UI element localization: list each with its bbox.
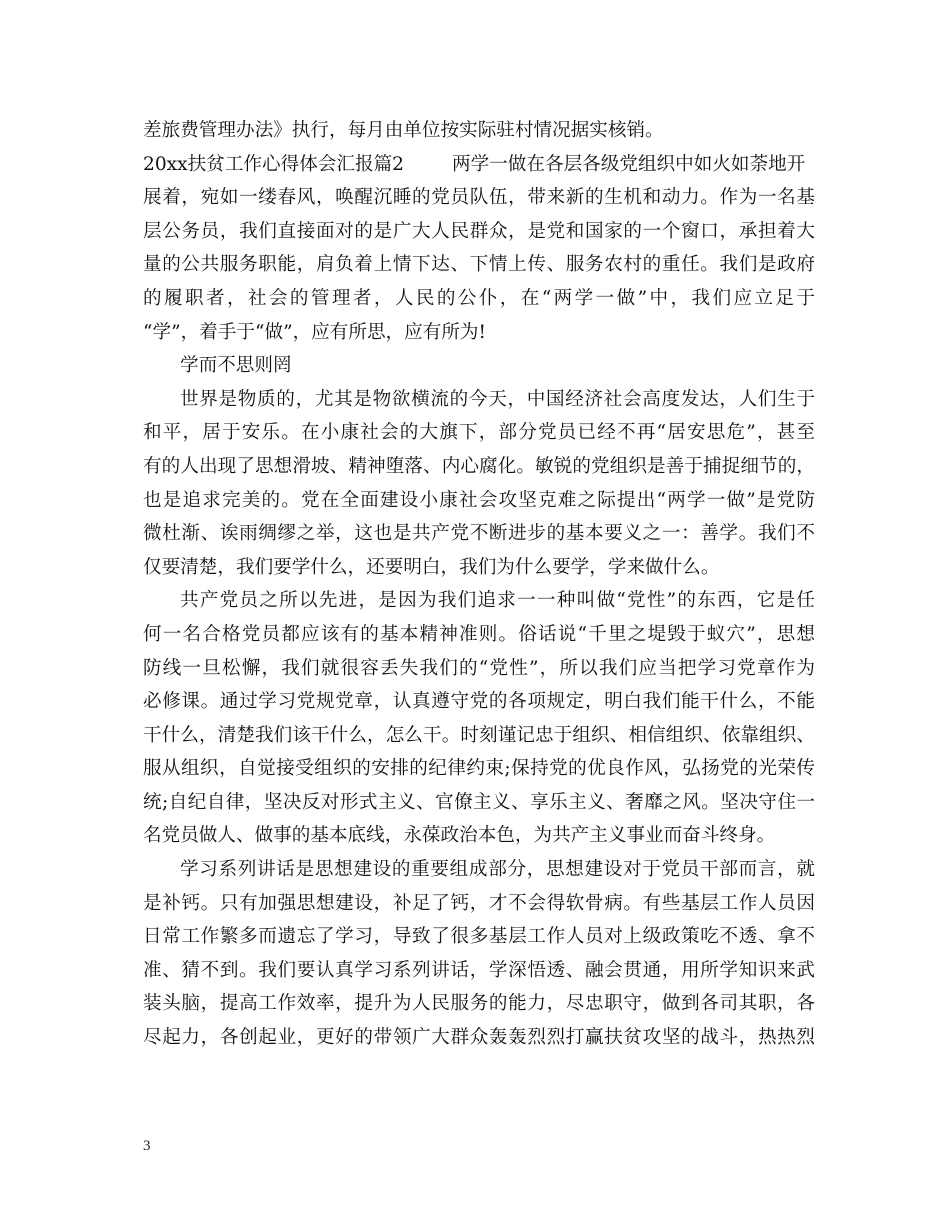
text-line: 名党员做人、做事的基本底线，永葆政治本色，为共产主义事业而奋斗终身。	[143, 825, 776, 847]
paragraph-first-line: 学习系列讲话是思想建设的重要组成部分，思想建设对于党员干部而言，就	[180, 859, 815, 881]
subheading: 学而不思则罔	[180, 355, 292, 377]
text-line: 服从组织，自觉接受组织的安排的纪律约束;保持党的优良作风，弘扬党的光荣传	[143, 758, 815, 780]
section-title: 20xx扶贫工作心得体会汇报篇2	[143, 153, 404, 175]
text-line: 层公务员，我们直接面对的是广大人民群众，是党和国家的一个窗口，承担着大	[143, 220, 815, 242]
text-line: 展着，宛如一缕春风，唤醒沉睡的党员队伍，带来新的生机和动力。作为一名基	[143, 187, 815, 209]
body-text	[143, 114, 815, 1055]
section-first-sentence: 两学一做在各层各级党组织中如火如荼地开	[452, 153, 806, 175]
text-line: 和平，居于安乐。在小康社会的大旗下，部分党员已经不再“居安思危”，甚至	[143, 422, 815, 444]
text-line: 防线一旦松懈，我们就很容丢失我们的“党性”，所以我们应当把学习党章作为	[143, 657, 815, 679]
text-line: 日常工作繁多而遗忘了学习，导致了很多基层工作人员对上级政策吃不透、拿不	[143, 926, 815, 948]
text-line: 有的人出现了思想滑坡、精神堕落、内心腐化。敏锐的党组织是善于捕捉细节的，	[143, 455, 815, 477]
text-line: 何一名合格党员都应该有的基本精神准则。俗话说“千里之堤毁于蚁穴”，思想	[143, 623, 815, 645]
text-line: 统;自纪自律，坚决反对形式主义、官僚主义、享乐主义、奢靡之风。坚决守住一	[143, 791, 815, 813]
text-line: 也是追求完美的。党在全面建设小康社会攻坚克难之际提出“两学一做”是党防	[143, 489, 815, 511]
text-line: 是补钙。只有加强思想建设，补足了钙，才不会得软骨病。有些基层工作人员因	[143, 892, 815, 914]
text-line: 的履职者，社会的管理者，人民的公仆，在“两学一做”中，我们应立足于	[143, 287, 815, 309]
paragraph-first-line: 世界是物质的，尤其是物欲横流的今天，中国经济社会高度发达，人们生于	[180, 388, 815, 410]
paragraph-first-line: 共产党员之所以先进，是因为我们追求一一种叫做“党性”的东西，它是任	[180, 590, 815, 612]
section-heading-line	[143, 148, 815, 182]
text-line: 装头脑，提高工作效率，提升为人民服务的能力，尽忠职守，做到各司其职，各	[143, 993, 815, 1015]
text-line: 干什么，清楚我们该干什么，怎么干。时刻谨记忠于组织、相信组织、依靠组织、	[143, 724, 815, 746]
text-line: 差旅费管理办法》执行，每月由单位按实际驻村情况据实核销。	[143, 120, 664, 141]
text-line: 尽起力，各创起业，更好的带领广大群众轰轰烈烈打赢扶贫攻坚的战斗，热热烈	[143, 1027, 815, 1049]
text-line: 仅要清楚，我们要学什么，还要明白，我们为什么要学，学来做什么。	[143, 556, 720, 578]
text-line: 准、猜不到。我们要认真学习系列讲话，学深悟透、融会贯通，用所学知识来武	[143, 959, 815, 981]
text-line: 微杜渐、诶雨绸缪之举，这也是共产党不断进步的基本要义之一：善学。我们不	[143, 523, 815, 545]
text-line: 必修课。通过学习党规党章，认真遵守党的各项规定，明白我们能干什么，不能	[143, 691, 815, 713]
text-line: 量的公共服务职能，肩负着上情下达、下情上传、服务农村的重任。我们是政府	[143, 254, 815, 276]
text-line: “学”，着手于“做”，应有所思，应有所为!	[143, 321, 486, 343]
page-number: 3	[143, 1138, 151, 1154]
